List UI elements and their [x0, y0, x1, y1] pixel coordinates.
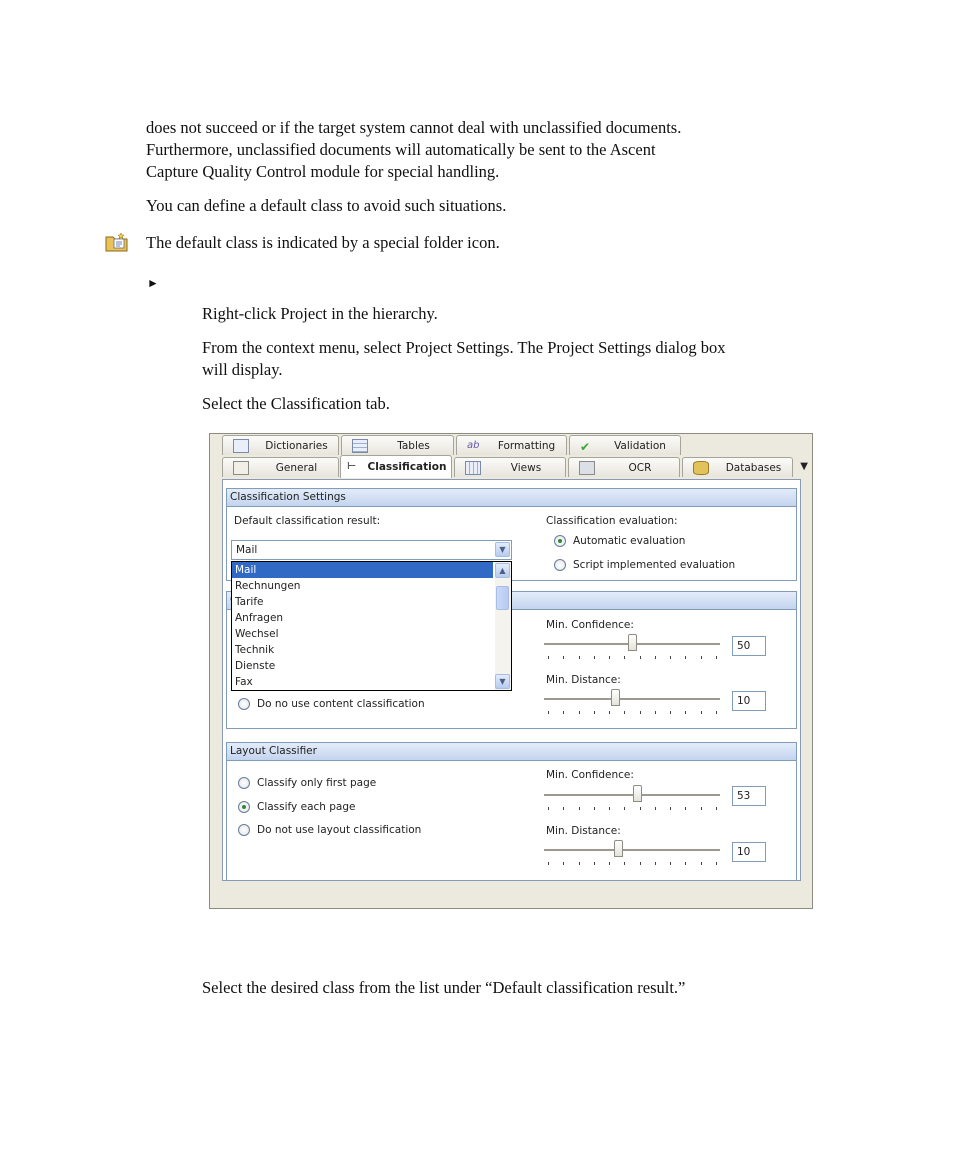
classify-first-page-radio[interactable] — [238, 777, 250, 789]
book-icon — [233, 439, 249, 453]
slider-tick — [640, 807, 641, 810]
default-classification-value: Mail — [236, 544, 258, 556]
default-classification-list[interactable] — [231, 561, 512, 691]
slider-tick — [655, 711, 656, 714]
list-scrollbar[interactable] — [495, 562, 511, 690]
ocr-icon — [579, 461, 595, 475]
content-min-confidence-label: Min. Confidence: — [546, 619, 634, 631]
list-item[interactable]: Fax — [235, 676, 253, 688]
slider-tick — [594, 711, 595, 714]
intro-line-1: does not succeed or if the target system cannot deal with unclassified documents. — [146, 118, 682, 137]
database-icon — [693, 461, 709, 475]
no-layout-classification-label: Do not use layout classification — [257, 824, 422, 836]
content-min-distance-label: Min. Distance: — [546, 674, 621, 686]
slider-tick — [563, 862, 564, 865]
grid-view-icon — [465, 461, 481, 475]
slider-tick — [624, 807, 625, 810]
checkmark-icon: ✔ — [580, 439, 591, 454]
hierarchy-icon: ⊢ — [347, 461, 357, 472]
content-min-confidence-value[interactable]: 50 — [732, 636, 766, 656]
evaluation-label: Classification evaluation: — [546, 515, 678, 527]
list-item[interactable]: Wechsel — [235, 628, 279, 640]
default-classification-combo[interactable] — [231, 540, 512, 560]
slider-tick — [609, 807, 610, 810]
layout-distance-slider[interactable] — [544, 840, 720, 866]
list-item[interactable]: Tarife — [235, 596, 264, 608]
classify-first-page-label: Classify only first page — [257, 777, 377, 789]
slider-tick — [716, 711, 717, 714]
intro-line-4: You can define a default class to avoid such situations. — [146, 196, 507, 215]
list-item[interactable]: Anfragen — [235, 612, 284, 624]
slider-tick — [609, 711, 610, 714]
slider-tick — [579, 711, 580, 714]
final-step: Select the desired class from the list under “Default classification result.” — [202, 978, 686, 997]
tab-databases[interactable]: Databases — [682, 457, 793, 477]
slider-tick — [670, 656, 671, 659]
slider-tick — [655, 862, 656, 865]
step-2-line-1: From the context menu, select Project Settings. The Project Settings dialog box — [202, 338, 726, 357]
tab-overflow-icon[interactable]: ▼ — [800, 461, 808, 472]
layout-min-distance-label: Min. Distance: — [546, 825, 621, 837]
slider-tick — [670, 711, 671, 714]
tab-ocr[interactable]: OCR — [568, 457, 680, 477]
step-1: Right-click Project in the hierarchy. — [202, 304, 438, 323]
list-item[interactable]: Dienste — [235, 660, 276, 672]
list-item[interactable]: Mail — [232, 562, 493, 578]
automatic-evaluation-radio[interactable] — [554, 535, 566, 547]
slider-tick — [563, 711, 564, 714]
step-3: Select the Classification tab. — [202, 394, 390, 413]
slider-tick — [716, 807, 717, 810]
slider-tick — [548, 807, 549, 810]
slider-tick — [548, 862, 549, 865]
tab-validation[interactable]: ✔ Validation — [569, 435, 681, 455]
slider-tick — [685, 862, 686, 865]
layout-min-distance-value[interactable]: 10 — [732, 842, 766, 862]
combo-dropdown-icon[interactable]: ▼ — [495, 542, 510, 557]
classify-each-page-radio[interactable] — [238, 801, 250, 813]
slider-tick — [640, 711, 641, 714]
script-evaluation-radio[interactable] — [554, 559, 566, 571]
intro-line-2: Furthermore, unclassified documents will automatically be sent to the Ascent — [146, 140, 656, 159]
procedure-marker: ► — [147, 276, 159, 290]
default-result-label: Default classification result: — [234, 515, 381, 527]
slider-tick — [624, 711, 625, 714]
slider-tick — [716, 656, 717, 659]
slider-tick — [670, 807, 671, 810]
script-evaluation-label: Script implemented evaluation — [573, 559, 736, 571]
slider-tick — [609, 862, 610, 865]
automatic-evaluation-label: Automatic evaluation — [573, 535, 686, 547]
slider-tick — [670, 862, 671, 865]
slider-tick — [594, 656, 595, 659]
slider-tick — [701, 711, 702, 714]
slider-tick — [563, 656, 564, 659]
scroll-up-icon[interactable]: ▲ — [495, 563, 510, 578]
no-content-classification-label: Do no use content classification — [257, 698, 425, 710]
slider-tick — [655, 656, 656, 659]
content-min-distance-value[interactable]: 10 — [732, 691, 766, 711]
slider-tick — [640, 656, 641, 659]
tab-dictionaries[interactable]: Dictionaries — [222, 435, 339, 455]
tab-formatting[interactable]: ab Formatting — [456, 435, 567, 455]
layout-min-confidence-value[interactable]: 53 — [732, 786, 766, 806]
slider-tick — [594, 807, 595, 810]
slider-tick — [579, 656, 580, 659]
classification-tab-panel — [222, 479, 801, 881]
layout-classifier-group — [226, 742, 797, 881]
scroll-down-icon[interactable]: ▼ — [495, 674, 510, 689]
slider-tick — [685, 711, 686, 714]
tab-tables[interactable]: Tables — [341, 435, 454, 455]
classify-each-page-label: Classify each page — [257, 801, 356, 813]
slider-tick — [701, 656, 702, 659]
table-icon — [352, 439, 368, 453]
list-item[interactable]: Technik — [235, 644, 275, 656]
content-distance-slider[interactable] — [544, 689, 720, 715]
slider-tick — [579, 807, 580, 810]
tab-general[interactable]: General — [222, 457, 339, 477]
slider-tick — [548, 711, 549, 714]
slider-tick — [563, 807, 564, 810]
layout-min-confidence-label: Min. Confidence: — [546, 769, 634, 781]
slider-tick — [701, 807, 702, 810]
folder-note-icon — [105, 232, 129, 252]
project-settings-dialog — [209, 433, 813, 909]
note-text: The default class is indicated by a special folder icon. — [146, 233, 500, 252]
no-layout-classification-radio[interactable] — [238, 824, 250, 836]
slider-tick — [624, 656, 625, 659]
slider-tick — [655, 807, 656, 810]
no-content-classification-radio[interactable] — [238, 698, 250, 710]
slider-tick — [701, 862, 702, 865]
scroll-thumb[interactable] — [496, 586, 509, 610]
slider-tick — [579, 862, 580, 865]
slider-tick — [640, 862, 641, 865]
tab-views[interactable]: Views — [454, 457, 566, 477]
slider-tick — [594, 862, 595, 865]
layout-confidence-slider[interactable] — [544, 785, 720, 811]
classification-settings-header: Classification Settings — [227, 489, 796, 507]
tab-classification[interactable]: ⊢ Classification — [340, 455, 452, 478]
slider-tick — [685, 807, 686, 810]
slider-tick — [609, 656, 610, 659]
slider-tick — [685, 656, 686, 659]
general-settings-icon — [233, 461, 249, 475]
list-item[interactable]: Rechnungen — [235, 580, 301, 592]
intro-line-3: Capture Quality Control module for special handling. — [146, 162, 500, 181]
step-2-line-2: will display. — [202, 360, 283, 379]
content-confidence-slider[interactable] — [544, 634, 720, 660]
slider-tick — [548, 656, 549, 659]
layout-classifier-header: Layout Classifier — [227, 743, 796, 761]
slider-tick — [716, 862, 717, 865]
slider-tick — [624, 862, 625, 865]
formatting-icon: ab — [467, 439, 480, 451]
